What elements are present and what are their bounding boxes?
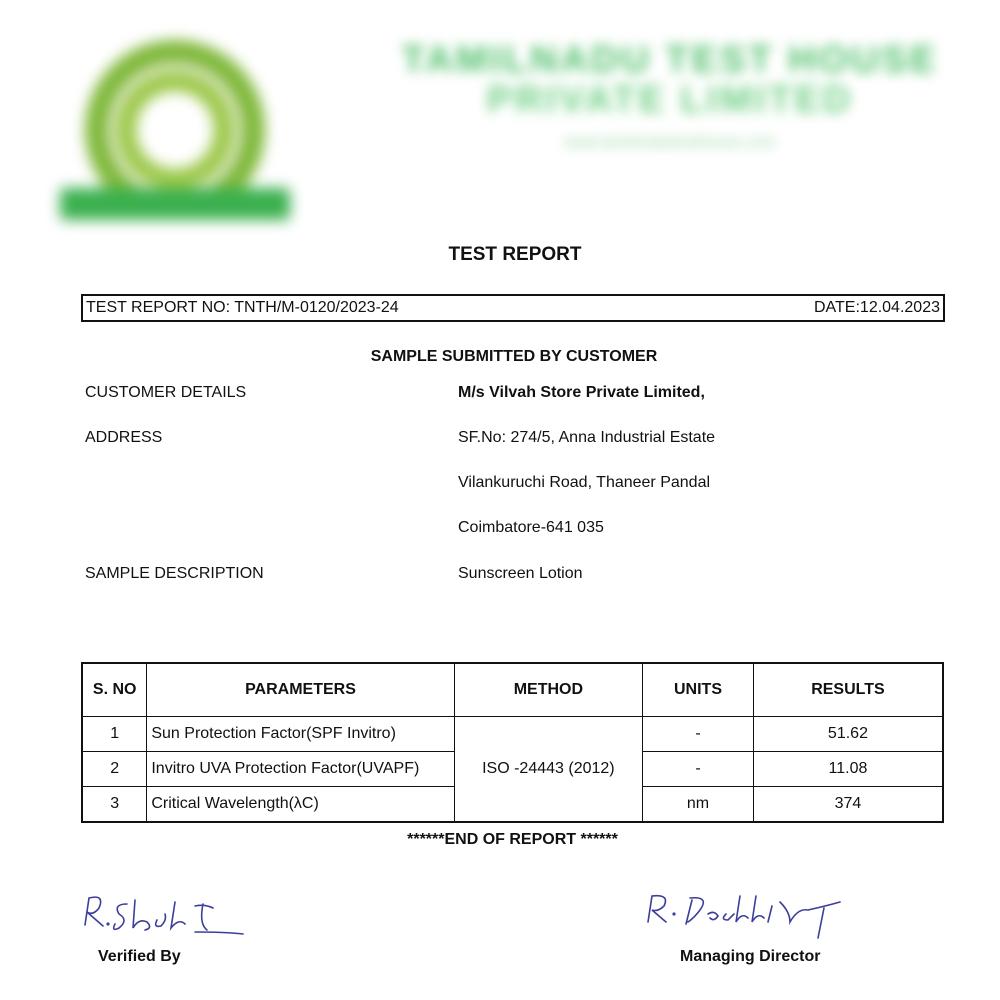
row-sno: 3	[82, 787, 147, 823]
address-label: ADDRESS	[85, 429, 163, 446]
managing-director-label: Managing Director	[680, 948, 821, 965]
address-line-3: Coimbatore-641 035	[458, 519, 604, 536]
report-title: TEST REPORT	[448, 244, 582, 265]
row-sno: 2	[82, 752, 147, 787]
report-date: DATE:12.04.2023	[813, 299, 940, 316]
report-number: TEST REPORT NO: TNTH/M-0120/2023-24	[86, 299, 399, 316]
director-signature	[640, 888, 850, 943]
table-header-row	[82, 663, 943, 717]
customer-name: M/s Vilvah Store Private Limited,	[458, 384, 705, 401]
report-reference-box	[81, 294, 945, 322]
header-units: UNITS	[643, 663, 754, 717]
row-unit: nm	[643, 787, 754, 823]
row-parameter: Critical Wavelength(λC)	[147, 787, 454, 823]
customer-details-label: CUSTOMER DETAILS	[85, 384, 247, 401]
sample-description-value: Sunscreen Lotion	[458, 565, 583, 582]
verified-by-label: Verified By	[98, 948, 181, 965]
address-line-2: Vilankuruchi Road, Thaneer Pandal	[458, 474, 711, 491]
header-results: RESULTS	[753, 663, 943, 717]
row-result: 51.62	[753, 717, 943, 752]
header-parameters: PARAMETERS	[147, 663, 454, 717]
verifier-signature	[75, 890, 255, 945]
table-row	[82, 717, 943, 752]
row-sno: 1	[82, 717, 147, 752]
company-name-line2: PRIVATE LIMITED	[486, 79, 854, 121]
company-name-line1: TAMILNADU TEST HOUSE	[401, 39, 939, 81]
address-line-1: SF.No: 274/5, Anna Industrial Estate	[458, 429, 716, 446]
logo-banner	[60, 188, 290, 220]
end-of-report: ******END OF REPORT ******	[407, 831, 618, 848]
row-unit: -	[643, 717, 754, 752]
sample-description-label: SAMPLE DESCRIPTION	[85, 565, 264, 582]
row-parameter: Sun Protection Factor(SPF Invitro)	[147, 717, 454, 752]
method-cell: ISO -24443 (2012)	[454, 717, 643, 823]
row-result: 11.08	[753, 752, 943, 787]
row-parameter: Invitro UVA Protection Factor(UVAPF)	[147, 752, 454, 787]
results-table	[81, 662, 944, 823]
row-result: 374	[753, 787, 943, 823]
row-unit: -	[643, 752, 754, 787]
company-logo	[55, 40, 295, 225]
header-sno: S. NO	[82, 663, 147, 717]
section-subtitle: SAMPLE SUBMITTED BY CUSTOMER	[370, 348, 658, 365]
company-letterhead	[380, 40, 960, 160]
company-website: www.tamilnadutesthouse.com	[564, 134, 776, 151]
header-method: METHOD	[454, 663, 643, 717]
